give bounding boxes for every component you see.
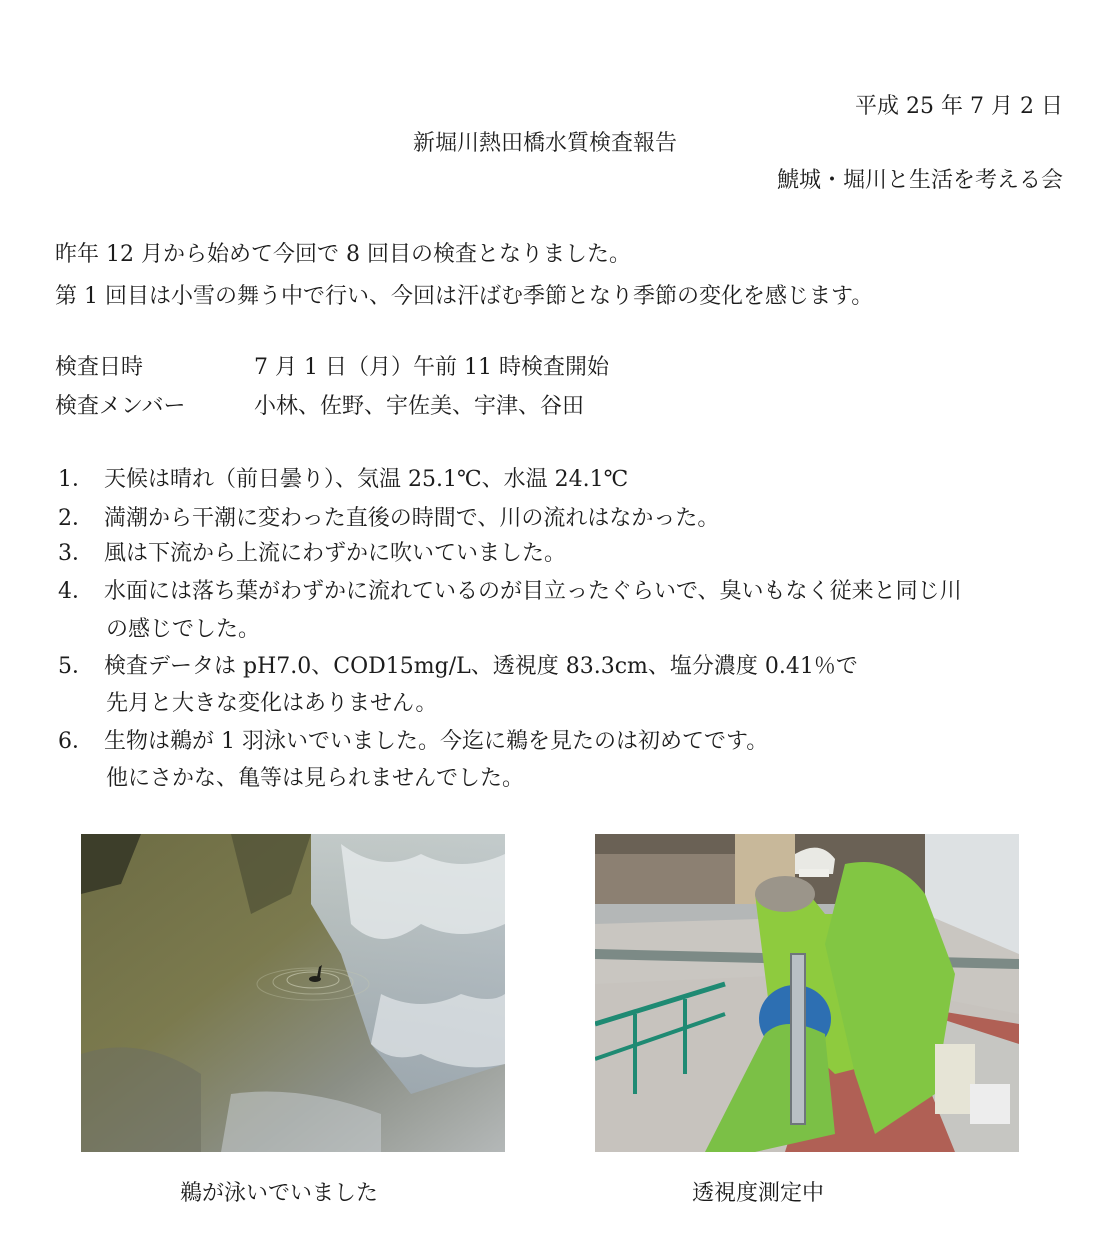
inspection-members-label: 検査メンバー bbox=[55, 394, 186, 419]
report-title: 新堀川熱田橋水質検査報告 bbox=[413, 131, 678, 156]
photo-caption-cormorant: 鵜が泳いでいました bbox=[180, 1181, 379, 1206]
list-item-text: 天候は晴れ（前日曇り）、気温 25.1℃、水温 24.1℃ bbox=[104, 467, 629, 492]
list-item-text: 満潮から干潮に変わった直後の時間で、川の流れはなかった。 bbox=[104, 506, 720, 531]
list-item-5 bbox=[58, 656, 858, 678]
list-item-2 bbox=[58, 508, 719, 530]
intro-line-2: 第 1 回目は小雪の舞う中で行い、今回は汗ばむ季節となり季節の変化を感じます。 bbox=[55, 284, 874, 309]
list-item-text: 検査データは pH7.0、COD15mg/L、透視度 83.3cm、塩分濃度 0.41％で bbox=[104, 654, 858, 679]
list-item-5-continuation: 先月と大きな変化はありません。 bbox=[106, 691, 438, 716]
list-item-number: 6． bbox=[58, 729, 94, 754]
list-item-4 bbox=[58, 581, 962, 603]
list-item-6-continuation: 他にさかな、亀等は見られませんでした。 bbox=[106, 766, 525, 791]
list-item-1 bbox=[58, 469, 628, 491]
report-date: 平成 25 年 7 月 2 日 bbox=[855, 94, 1063, 119]
organization-name: 鯱城・堀川と生活を考える会 bbox=[776, 168, 1063, 193]
cormorant-photo bbox=[81, 834, 505, 1152]
list-item-number: 5． bbox=[58, 654, 94, 679]
list-item-4-continuation: の感じでした。 bbox=[106, 617, 261, 642]
photo-caption-measurement: 透視度測定中 bbox=[692, 1181, 825, 1206]
list-item-text: 風は下流から上流にわずかに吹いていました。 bbox=[104, 541, 567, 566]
intro-line-1: 昨年 12 月から始めて今回で 8 回目の検査となりました。 bbox=[55, 242, 631, 267]
inspection-datetime-label: 検査日時 bbox=[55, 355, 144, 380]
list-item-number: 2． bbox=[58, 506, 94, 531]
list-item-number: 3． bbox=[58, 541, 94, 566]
list-item-text: 水面には落ち葉がわずかに流れているのが目立ったぐらいで、臭いもなく従来と同じ川 bbox=[104, 579, 962, 604]
list-item-3 bbox=[58, 543, 566, 565]
transparency-measurement-photo bbox=[595, 834, 1019, 1152]
list-item-text: 生物は鵜が 1 羽泳いでいました。今迄に鵜を見たのは初めてです。 bbox=[104, 729, 769, 754]
list-item-number: 1． bbox=[58, 467, 94, 492]
list-item-6 bbox=[58, 731, 768, 753]
inspection-members-value: 小林、佐野、宇佐美、宇津、谷田 bbox=[254, 394, 585, 419]
inspection-datetime-value: 7 月 1 日（月）午前 11 時検査開始 bbox=[254, 355, 609, 380]
list-item-number: 4． bbox=[58, 579, 94, 604]
